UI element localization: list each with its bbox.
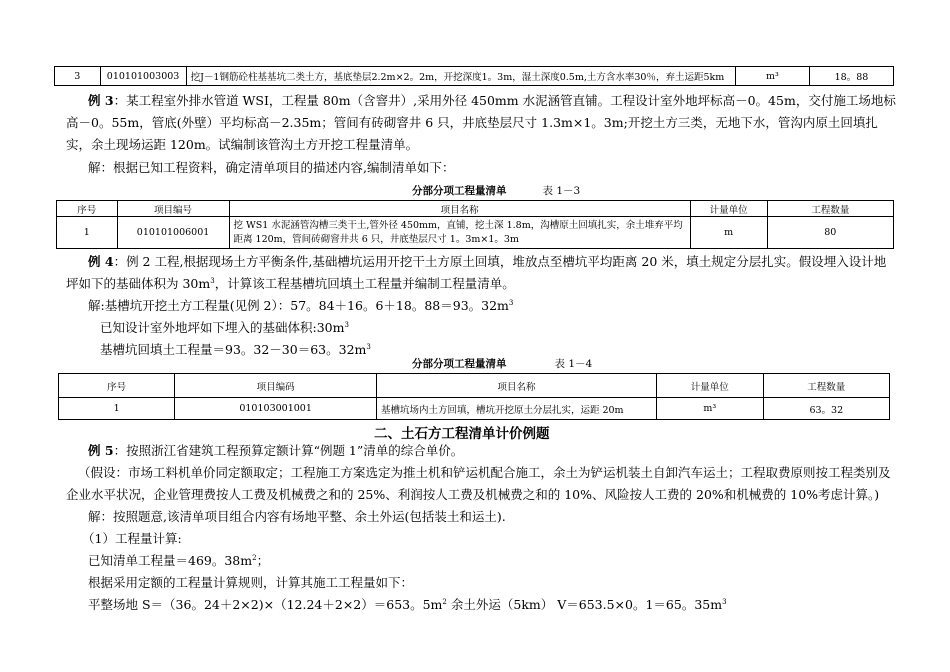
table-row xyxy=(57,217,894,249)
table-row xyxy=(55,67,894,86)
cell-name: 挖J－1钢筋砼柱基基坑二类土方，基底垫层2.2m×2。2m，开挖深度1。3m，湿土深度0.5m,土方含水率30％，弃土运距5km xyxy=(186,67,735,86)
calc-line: 平整场地 S＝（36。24＋2×2)×（12.24＋2×2）＝653。$5m^2$ 余土外运（5km） V＝653.5×0。1＝65。$35m^3$ xyxy=(88,597,727,612)
example5-paragraph xyxy=(88,440,463,462)
header-code: 项目编码 xyxy=(175,374,377,398)
cell-seq: 1 xyxy=(59,398,175,420)
table13-caption xyxy=(412,183,580,198)
cell-qty: 18。88 xyxy=(809,67,893,86)
example5-label: 例 5 xyxy=(88,443,114,458)
cell-unit: m³ xyxy=(736,67,810,86)
example4-sup: 3 xyxy=(210,276,215,285)
table-row xyxy=(59,398,890,420)
table14-caption xyxy=(412,356,592,371)
cell-unit: m xyxy=(690,217,767,249)
table-header-row xyxy=(57,201,894,217)
assumption-paragraph: （假设：市场工料机单价同定额取定；工程施工方案选定为推土机和铲运机配合施工，余土为铲运机装土自卸汽车运土；工程取费原则按工程类别及企业水平状况，企业管理费按人工费及机械费之和的 25%、利润按人工费及机械费之和的 10%、风险按人工费的 20%和机械费的 10%考虑计算。) xyxy=(66,465,891,502)
example4-line2: 已知设计室外地坪如下埋入的基础体积$:30m^3$ xyxy=(100,320,349,335)
cell-code: 010103001001 xyxy=(175,398,377,420)
example4-line3: 基槽坑回填土工程量＝93。32－30＝63。$32m^3$ xyxy=(100,342,371,357)
rule-line: 根据采用定额的工程量计算规则，计算其施工工程量如下： xyxy=(88,575,414,590)
table14-number: 表 1－4 xyxy=(554,358,593,370)
cell-seq: 3 xyxy=(55,67,101,86)
cell-code: 010101006001 xyxy=(117,217,229,249)
header-qty: 工程数量 xyxy=(763,374,889,398)
example4-line1: 解:基槽坑开挖土方工程量(见例 2）：57。84＋16。6＋18。88＝93。$32m^3$ xyxy=(88,298,514,313)
header-name: 项目名称 xyxy=(376,374,656,398)
step1-heading: （1）工程量计算: xyxy=(82,531,182,546)
header-seq: 序号 xyxy=(59,374,175,398)
example5-solution: 解：按照题意,该清单项目组合内容有场地平整、余土外运(包括装土和运土). xyxy=(88,509,506,524)
cell-seq: 1 xyxy=(57,217,118,249)
header-code: 项目编号 xyxy=(117,201,229,217)
example4-text-2: ，计算该工程基槽坑回填土工程量并编制工程量清单。 xyxy=(214,276,515,291)
table-header-row xyxy=(59,374,890,398)
example3-label: 例 3 xyxy=(88,93,114,108)
top-table xyxy=(54,66,894,86)
cell-code: 010101003003 xyxy=(100,67,186,86)
table13 xyxy=(56,200,894,249)
table13-number: 表 1－3 xyxy=(542,185,581,197)
cell-unit: m³ xyxy=(656,398,763,420)
cell-qty: 63。32 xyxy=(763,398,889,420)
header-unit: 计量单位 xyxy=(690,201,767,217)
example5-text: ：按照浙江省建筑工程预算定额计算“例题 1”清单的综合单价。 xyxy=(113,443,464,458)
section-heading: 二、土石方工程清单计价例题 xyxy=(374,426,550,442)
header-unit: 计量单位 xyxy=(656,374,763,398)
cell-qty: 80 xyxy=(767,217,893,249)
example3-paragraph xyxy=(66,90,898,156)
example4-text: ：例 2 工程,根据现场土方平衡条件,基础槽坑运用开挖干土方原土回填，堆放点至槽坑平均距离 20 米，填土规定分层扎实。假设埋入设计地坪如下的基础体积为 30m xyxy=(66,254,887,291)
example4-paragraph xyxy=(66,251,898,295)
table14-title: 分部分项工程量清单 xyxy=(412,358,507,370)
header-seq: 序号 xyxy=(57,201,118,217)
table13-title: 分部分项工程量清单 xyxy=(412,185,507,197)
example3-solution: 解：根据已知工程资料，确定清单项目的描述内容,编制清单如下： xyxy=(88,160,455,175)
header-name: 项目名称 xyxy=(229,201,690,217)
table14 xyxy=(58,373,890,420)
example4-label: 例 4 xyxy=(88,254,114,269)
cell-name: 基槽坑场内土方回填，槽坑开挖原土分层扎实，运距 20m xyxy=(376,398,656,420)
header-qty: 工程数量 xyxy=(767,201,893,217)
example3-text: ：某工程室外排水管道 WSI，工程量 80m（含窨井）,采用外径 450mm 水泥涵管直铺。工程设计室外地坪标高－0。45m，交付施工场地标高－0。55m，管底(外壁）平均标高－2.35m；管间有砖砌窨井 6 只，井底垫层尺寸 1.3m×1。3m;开挖土方三类，无地下水，管沟内原土回填扎实，余土现场运距 120m。试编制该管沟土方开挖工程量清单。 xyxy=(66,93,896,152)
cell-name: 挖 WS1 水泥涵管沟槽三类干土,管外径 450mm，直铺，挖土深 1.8m，沟槽原土回填扎实，余土堆弃平均距离 120m，管间砖砌窨井共 6 只，井底垫层尺寸 1。3m×1。3m xyxy=(229,217,690,249)
known-quantity: 已知清单工程量＝469。$38m^2$； xyxy=(88,553,270,568)
